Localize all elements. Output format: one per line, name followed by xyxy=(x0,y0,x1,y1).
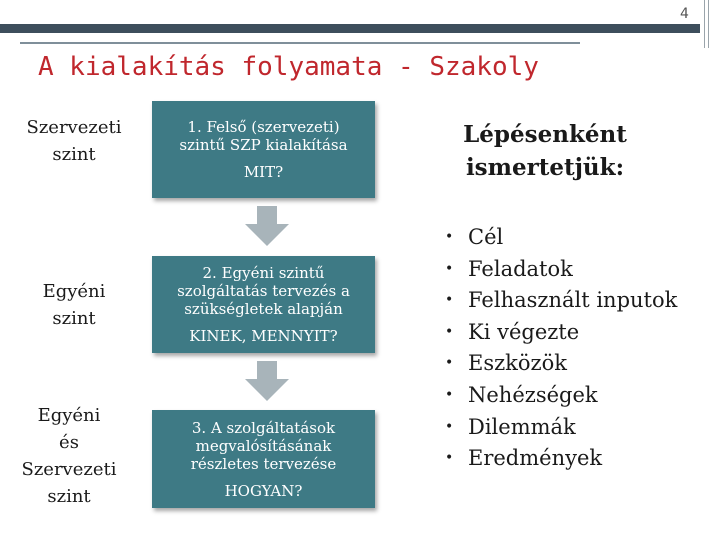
list-item xyxy=(445,443,677,475)
bullet-icon: • xyxy=(445,323,454,340)
step-text: 2. Egyéni szintű szolgáltatás tervezés a szükségletek alapján xyxy=(177,264,350,318)
bullet-icon: • xyxy=(445,418,454,435)
bullet-icon: • xyxy=(445,292,454,309)
bullet-icon: • xyxy=(445,386,454,403)
step-question: KINEK, MENNYIT? xyxy=(189,327,338,345)
page-number: 4 xyxy=(680,6,689,22)
list-item-text: Felhasznált inputok xyxy=(468,288,678,313)
list-item xyxy=(445,317,677,349)
level-label-individual: Egyéni szint xyxy=(42,281,106,329)
list-item-text: Cél xyxy=(468,225,504,249)
bullet-icon: • xyxy=(445,229,454,245)
corner-line-2 xyxy=(708,0,709,48)
list-item xyxy=(445,348,677,380)
step-question: MIT? xyxy=(243,163,284,181)
topic-list xyxy=(445,222,677,475)
level-label-organizational: Szervezeti szint xyxy=(26,117,122,165)
list-item-text: Eredmények xyxy=(468,446,603,471)
header-underline xyxy=(20,42,580,44)
corner-line xyxy=(704,0,705,48)
list-item xyxy=(445,254,677,286)
step-text: 1. Felső (szervezeti) szintű SZP kialakítása xyxy=(179,118,348,154)
list-item xyxy=(445,285,677,317)
down-arrow-icon xyxy=(245,206,289,246)
bullet-icon: • xyxy=(445,450,454,467)
step-box-3 xyxy=(152,410,375,508)
bullet-icon: • xyxy=(445,355,454,372)
level-label-combined: Egyéni és Szervezeti szint xyxy=(21,405,117,507)
step-question: HOGYAN? xyxy=(224,481,303,500)
list-item-text: Eszközök xyxy=(468,351,567,376)
list-item xyxy=(445,380,677,412)
step-text: 3. A szolgáltatások megvalósításának részletes tervezése xyxy=(190,418,337,473)
bullet-icon: • xyxy=(445,260,454,277)
list-item xyxy=(445,222,677,254)
list-item xyxy=(445,412,677,444)
step-box-1 xyxy=(152,101,375,198)
list-item-text: Feladatok xyxy=(468,256,573,281)
list-item-text: Dilemmák xyxy=(468,414,576,439)
down-arrow-icon xyxy=(245,361,289,401)
list-item-text: Nehézségek xyxy=(468,382,598,407)
slide-title: A kialakítás folyamata - Szakoly xyxy=(38,52,539,82)
list-item-text: Ki végezte xyxy=(468,319,580,344)
step-box-2 xyxy=(152,256,375,353)
header-bar xyxy=(0,24,700,33)
steps-heading: Lépésenként ismertetjük: xyxy=(463,121,627,181)
